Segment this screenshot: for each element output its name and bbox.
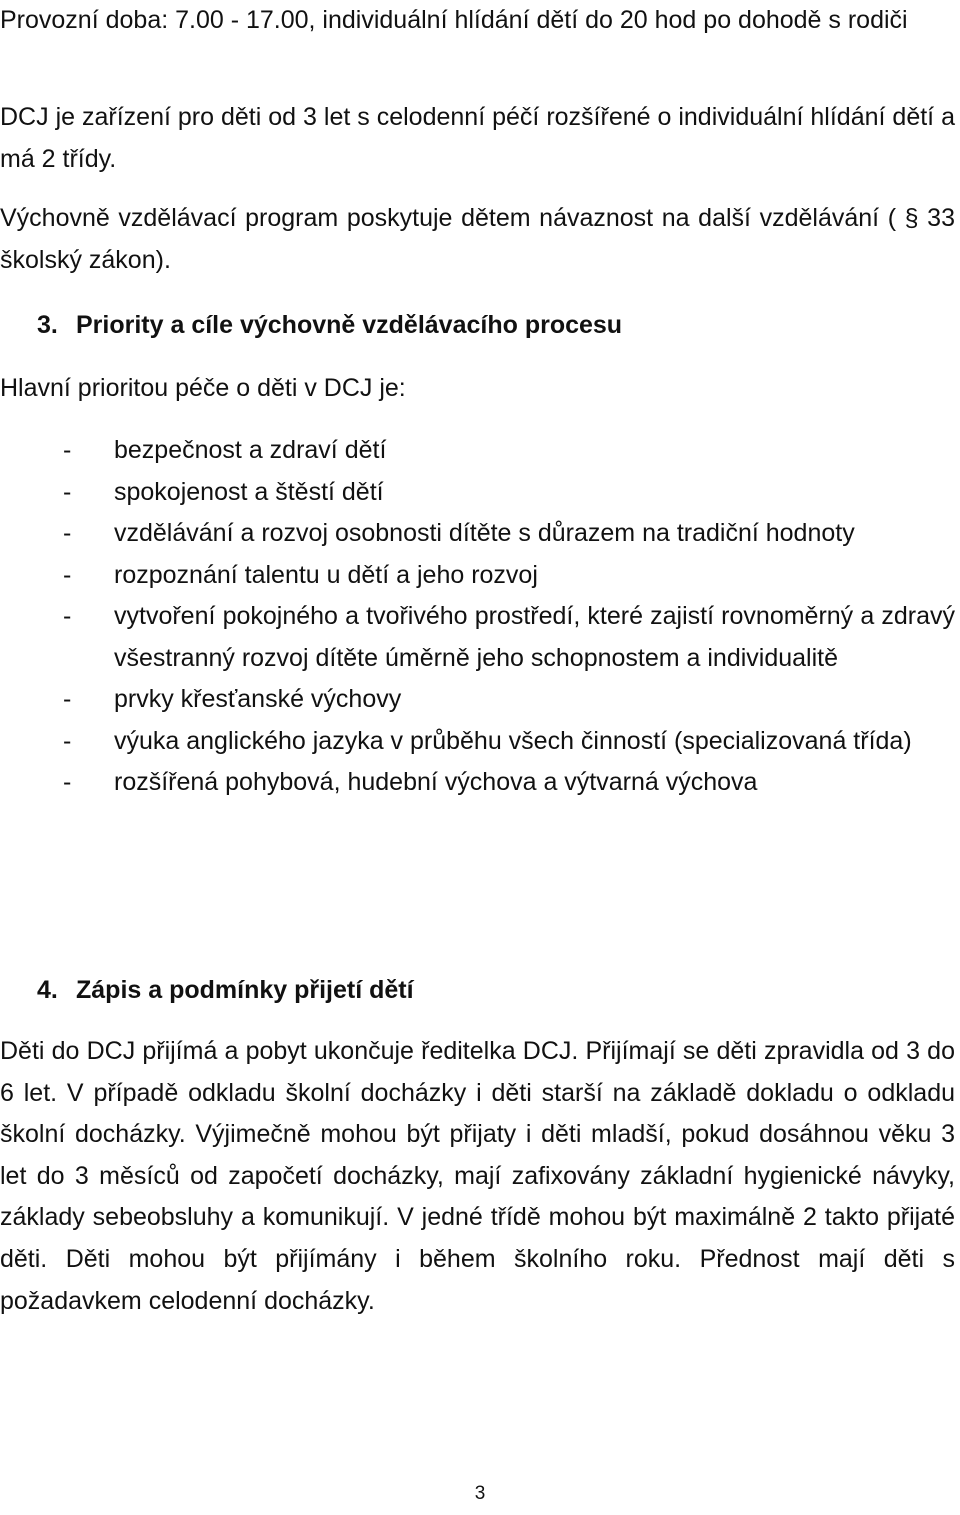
section-3-title: Priority a cíle výchovně vzdělávacího procesu [76,311,623,339]
list-item-text: bezpečnost a zdraví dětí [114,436,387,464]
list-item-text: rozpoznání talentu u dětí a jeho rozvoj [114,560,538,589]
list-item [0,555,955,597]
list-item [0,430,955,472]
list-item-text: spokojenost a štěstí dětí [114,477,384,506]
dcj-description-paragraph: DCJ je zařízení pro děti od 3 let s celodenní péčí rozšířené o individuální hlídání dětí a má 2 třídy. [0,103,955,173]
list-item [0,721,955,763]
list-bullet: - [63,519,72,547]
list-item [0,472,955,514]
section-4-number: 4. [37,976,58,1004]
priorities-list [0,430,955,804]
section-4-title: Zápis a podmínky přijetí dětí [76,976,414,1004]
section-3-heading [37,305,622,346]
list-item-text: výuka anglického jazyka v průběhu všech činností (specializovaná třída) [114,726,912,755]
list-item [0,513,955,555]
list-bullet: - [63,768,72,796]
operating-hours-paragraph: Provozní doba: 7.00 - 17.00, individuální hlídání dětí do 20 hod po dohodě s rodiči [0,6,908,34]
section-4-heading [37,970,414,1011]
list-item [0,596,955,679]
page-number: 3 [474,1483,486,1504]
list-item [0,762,955,804]
educational-program-paragraph: Výchovně vzdělávací program poskytuje dětem návaznost na další vzdělávání ( § 33 školský zákon). [0,204,955,274]
list-item [0,679,955,721]
list-item-text: rozšířená pohybová, hudební výchova a výtvarná výchova [114,768,758,796]
list-item-text: vzdělávání a rozvoj osobnosti dítěte s důrazem na tradiční hodnoty [114,519,855,547]
list-bullet: - [63,602,72,630]
admission-paragraph: Děti do DCJ přijímá a pobyt ukončuje ředitelka DCJ. Přijímají se děti zpravidla od 3 do 6 let. V případě odkladu školní docházky i děti starší na základě dokladu o odkladu školní docházky. Výjimečně mohou být přijaty i děti mladší, pokud dosáhnou věku 3 let do 3 měsíců od započetí docházky, mají zafixovány základní hygienické návyky, základy sebeobsluhy a komunikují. V jedné třídě mohou být maximálně 2 takto přijaté děti. Děti mohou být přijímány i během školního roku. Přednost mají děti s požadavkem celodenní docházky. [0,1037,955,1315]
list-item-text: vytvoření pokojného a tvořivého prostředí, které zajistí rovnoměrný a zdravý všestranný rozvoj dítěte úměrně jeho schopnostem a individualitě [114,602,955,672]
list-bullet: - [63,685,72,713]
list-bullet: - [63,726,72,755]
priorities-lead-text: Hlavní prioritou péče o děti v DCJ je: [0,374,406,402]
list-bullet: - [63,560,72,589]
section-3-number: 3. [37,311,58,339]
list-bullet: - [63,436,72,464]
list-bullet: - [63,477,72,506]
list-item-text: prvky křesťanské výchovy [114,685,402,713]
